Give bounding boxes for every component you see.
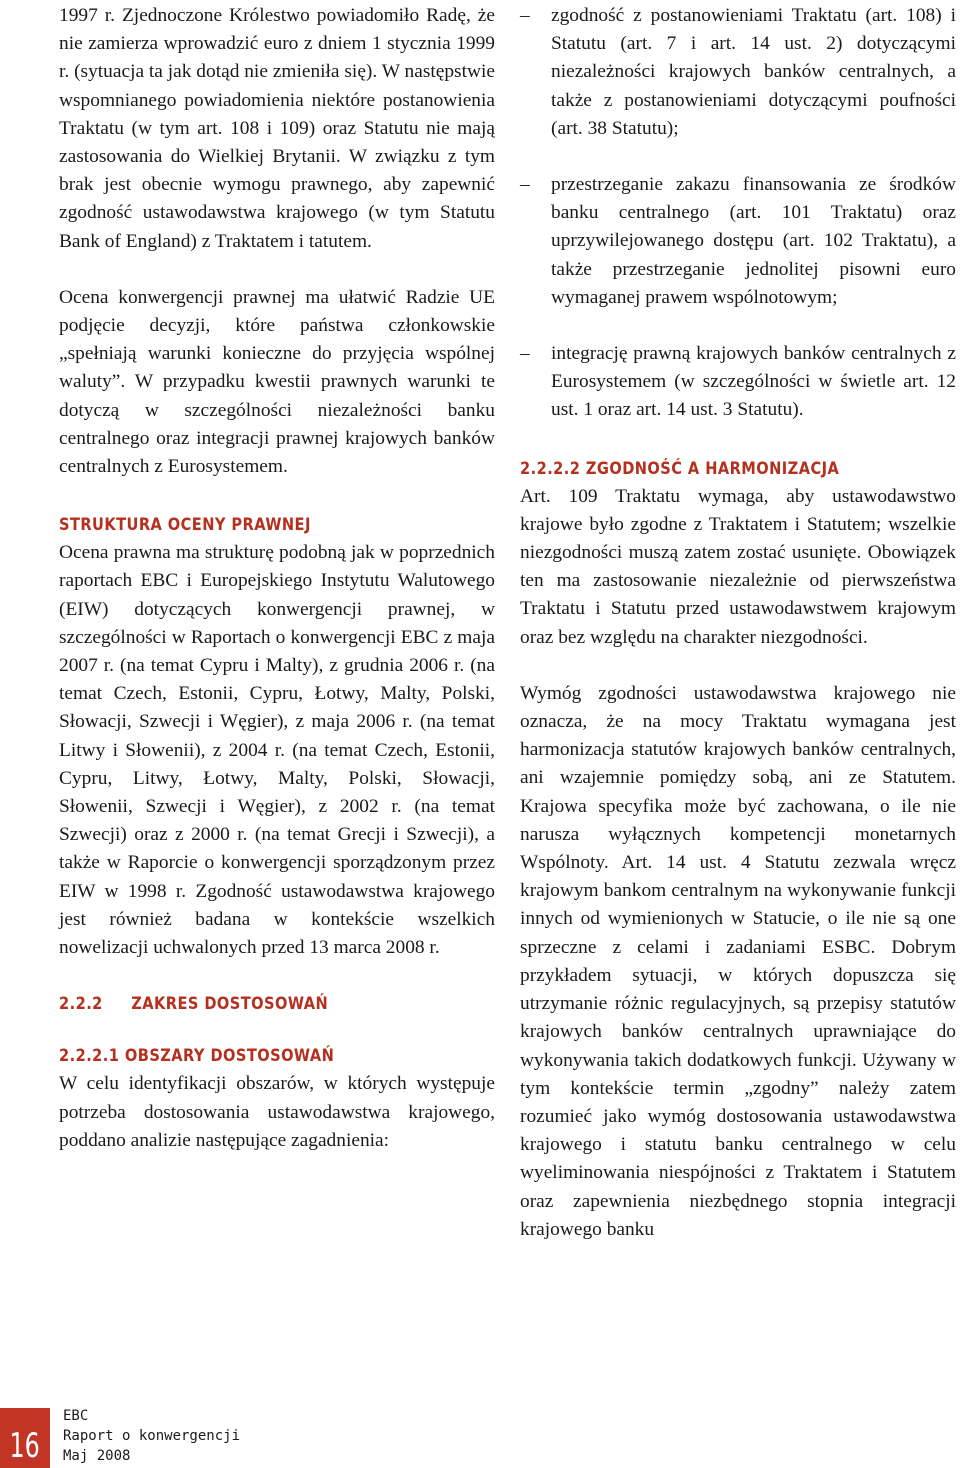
dash-bullet: –: [520, 343, 530, 365]
struktura-heading: STRUKTURA OCENY PRAWNEJ: [59, 515, 311, 536]
zakres-heading: [59, 990, 495, 1018]
zakres-heading-text: ZAKRES DOSTOSOWAŃ: [131, 994, 329, 1015]
intro-paragraph: 1997 r. Zjednoczone Królestwo powiadomiło Radę, że nie zamierza wprowadzić euro z dniem 1 stycznia 1999 r. (sytuacja ta jak dotąd nie zmieniła się). W następstwie wspomnianego powiadomienia niektóre postanowienia Traktatu (w tym art. 108 i 109) oraz Statutu nie mają zastosowania do Wielkiej Brytanii. W związku z tym brak jest obecnie wymogu prawnego, aby zapewnić zgodność ustawodawstwa krajowego (w tym Statutu Bank of England) z Traktatem i tatutem.: [59, 5, 495, 252]
struktura-paragraph: Ocena prawna ma strukturę podobną jak w poprzednich raportach EBC i Europejskiego Instytutu Walutowego (EIW) dotyczących konwergencji prawnej, w szczególności w Raportach o konwergencji EBC z maja 2007 r. (na temat Cypru i Malty), z grudnia 2006 r. (na temat Czech, Estonii, Cypru, Łotwy, Malty, Polski, Słowacji, Szwecji i Węgier), z maja 2006 r. (na temat Litwy i Słowenii), z 2004 r. (na temat Czech, Estonii, Cypru, Litwy, Łotwy, Malty, Polski, Słowacji, Słowenii, Szwecji i Węgier), z 2002 r. (na temat Szwecji) oraz z 2000 r. (na temat Grecji i Szwecji), a także w Raporcie o konwergencji sporządzonym przez EIW w 1998 r. Zgodność ustawodawstwa krajowego jest również badana w kontekście wszelkich nowelizacji uchwalonych przed 13 marca 2008 r.: [59, 542, 495, 959]
list-item-text: zgodność z postanowieniami Traktatu (art. 108) i Statutu (art. 7 i art. 14 ust. 2) dotyczącymi niezależności krajowych banków centralnych, a także z postanowieniami dotyczącymi poufności (art. 38 Statutu);: [551, 5, 956, 139]
obszary-heading: 2.2.2.1 OBSZARY DOSTOSOWAŃ: [59, 1046, 335, 1067]
dash-bullet: –: [520, 5, 530, 26]
zakres-heading-number: 2.2.2: [59, 994, 103, 1015]
page-number-box: [0, 1408, 50, 1468]
struktura-section: [59, 511, 495, 962]
list-item: [520, 2, 956, 143]
page-footer: [0, 1390, 260, 1468]
obszary-section: [59, 1042, 495, 1155]
left-column: [59, 2, 495, 1155]
footer-report-title: Raport o konwergencji: [63, 1428, 241, 1444]
footer-publisher: EBC: [63, 1408, 89, 1424]
zakres-heading-line: [59, 990, 434, 1018]
page-number: 16: [9, 1426, 41, 1466]
zgodnosc-heading: 2.2.2.2 ZGODNOŚĆ A HARMONIZACJA: [520, 458, 840, 479]
zgodnosc-section: [520, 455, 956, 652]
obszary-paragraph: W celu identyfikacji obszarów, w których występuje potrzeba dostosowania ustawodawstwa krajowego, poddano analizie następujące zagadnienia:: [59, 1073, 495, 1151]
list-item-text: przestrzeganie zakazu finansowania ze środków banku centralnego (art. 101 Traktatu) oraz uprzywilejowanego dostępu (art. 102 Traktatu), a także przestrzeganie jednolitej pisowni euro wymaganej prawem wspólnotowym;: [551, 174, 956, 308]
footer-date: Maj 2008: [63, 1448, 131, 1464]
footer-caption: [63, 1406, 240, 1466]
harmonizacja-paragraph: Wymóg zgodności ustawodawstwa krajowego nie oznacza, że na mocy Traktatu wymagana jest harmonizacja statutów krajowych banków centralnych, ani wzajemnie pomiędzy sobą, ani ze Statutem. Krajowa specyfika może być zachowana, o ile nie narusza wyłącznych kompetencji monetarnych Wspólnoty. Art. 14 ust. 4 Statutu zezwala wręcz krajowym bankom centralnym na wykonywanie funkcji innych od wymienionych w Statucie, o ile nie są one sprzeczne z celami i zadaniami ESBC. Dobrym przykładem sytuacji, w których dopuszcza się utrzymanie różnic regulacyjnych, są przepisy statutów krajowych banków centralnych uprawniające do wykonywania takich dodatkowych funkcji. Używany w tym kontekście termin „zgodny” należy zatem rozumieć jako wymóg dostosowania ustawodawstwa krajowego i statutu banku centralnego w celu wyeliminowania niespójności z Traktatem i Statutem oraz zapewnienia niezbędnego stopnia integracji krajowego banku: [520, 682, 956, 1240]
right-column: [520, 2, 956, 1244]
zgodnosc-paragraph: Art. 109 Traktatu wymaga, aby ustawodawstwo krajowe było zgodne z Traktatem i Statutem; wszelkie niezgodności muszą zatem zostać usunięte. Obowiązek ten ma zastosowanie niezależnie od pierwszeństwa Traktatu i Statutu przed ustawodawstwem krajowym oraz bez względu na charakter niezgodności.: [520, 485, 956, 648]
convergence-paragraph: Ocena konwergencji prawnej ma ułatwić Radzie UE podjęcie decyzji, które państwa członkowskie „spełniają warunki konieczne do przyjęcia wspólnej waluty”. W przypadku kwestii prawnych warunki te dotyczą w szczególności niezależności banku centralnego oraz integracji prawnej krajowych banków centralnych z Eurosystemem.: [59, 286, 495, 478]
list-item: [520, 171, 956, 312]
issues-list: [520, 2, 956, 425]
list-item-text: integrację prawną krajowych banków centralnych z Eurosystemem (w szczególności w świetle art. 12 ust. 1 oraz art. 14 ust. 3 Statutu).: [551, 343, 956, 421]
dash-bullet: –: [520, 174, 530, 196]
list-item: [520, 340, 956, 425]
